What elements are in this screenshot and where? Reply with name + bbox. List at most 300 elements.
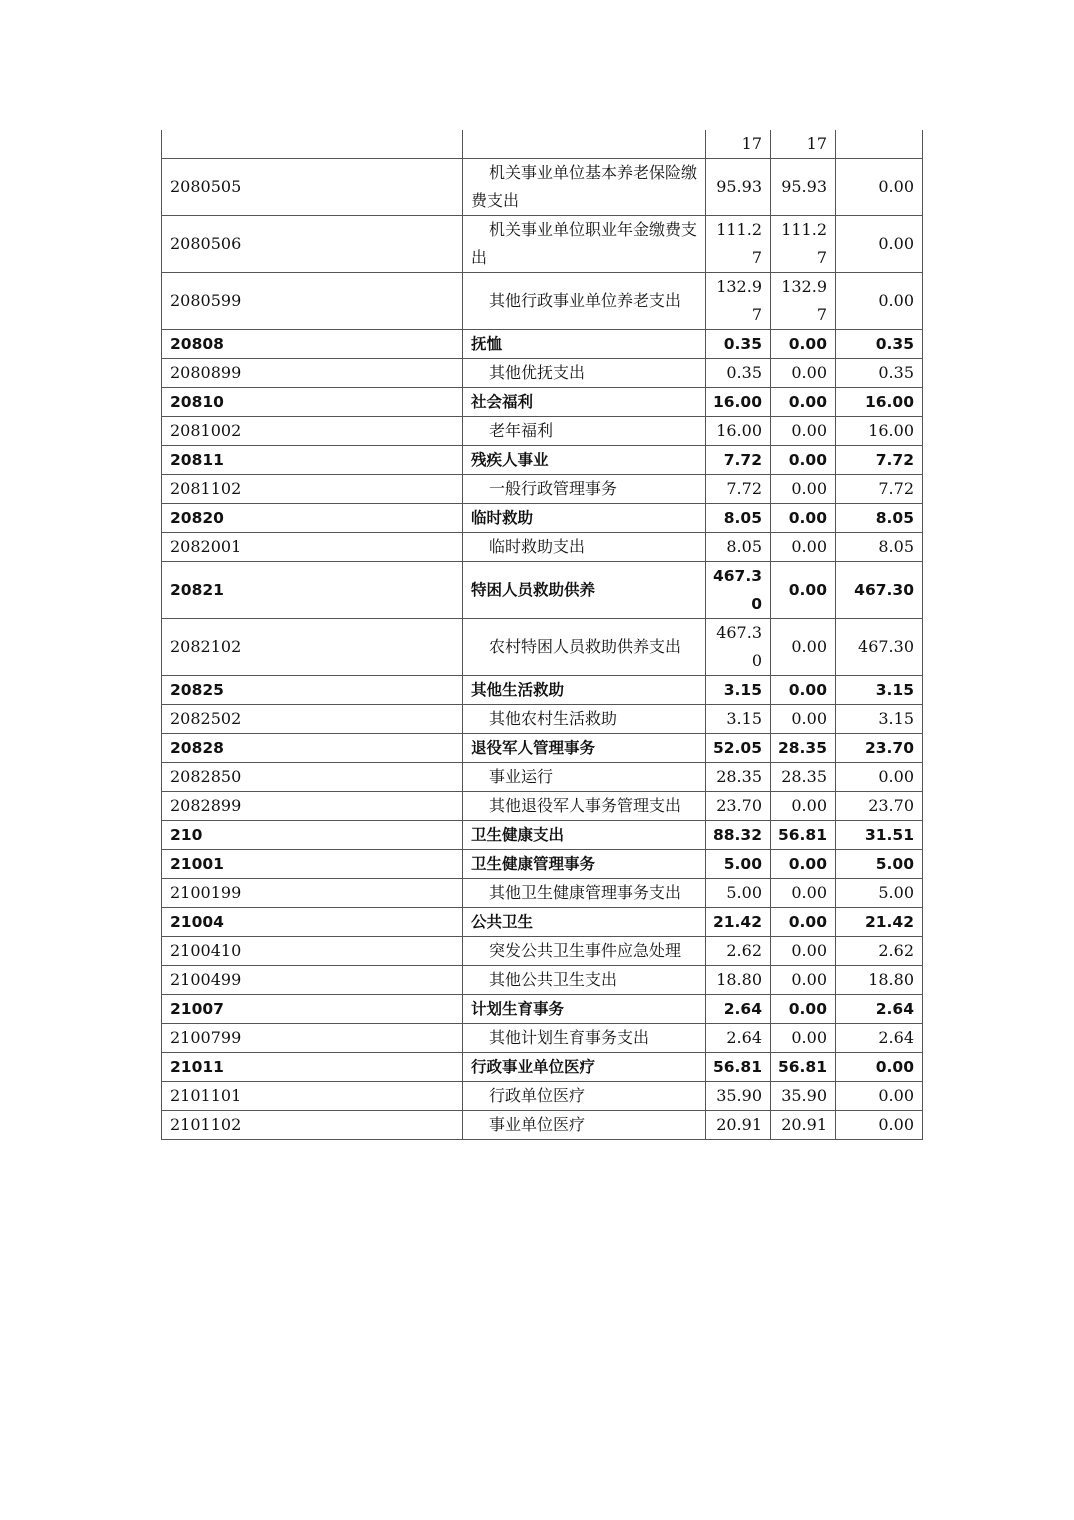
project-cell: [836, 273, 923, 330]
project-cell: [836, 908, 923, 937]
total-cell: [706, 966, 771, 995]
project-cell-text: 2.64: [875, 1000, 914, 1018]
total-cell: [706, 330, 771, 359]
project-cell-text: 0.00: [878, 291, 914, 310]
code-cell: [162, 1024, 463, 1053]
total-cell-text: 3.15: [726, 709, 762, 728]
total-cell: [706, 734, 771, 763]
basic-cell-text: 0.00: [788, 855, 827, 873]
name-cell: [463, 966, 706, 995]
project-cell-text: 3.15: [878, 709, 914, 728]
name-cell-text: 特困人员救助供养: [471, 581, 596, 599]
table-row: [162, 533, 923, 562]
table-row: [162, 676, 923, 705]
code-cell-text: 21007: [170, 1000, 224, 1018]
total-cell: [706, 475, 771, 504]
code-cell-text: 21004: [170, 913, 224, 931]
name-cell: [463, 1111, 706, 1140]
name-cell-text: 突发公共卫生事件应急处理: [489, 941, 682, 960]
table-row: [162, 908, 923, 937]
name-cell: [463, 533, 706, 562]
code-cell-text: 2100199: [170, 883, 242, 902]
project-cell-text: 0.35: [878, 363, 914, 382]
code-cell: [162, 850, 463, 879]
table-row: [162, 763, 923, 792]
table-row: [162, 937, 923, 966]
name-cell-text: 事业单位医疗: [489, 1115, 586, 1134]
basic-cell-text: 0.00: [791, 421, 827, 440]
code-cell: [162, 879, 463, 908]
name-cell: [463, 676, 706, 705]
table-row: [162, 216, 923, 273]
table-row: [162, 562, 923, 619]
total-cell: [706, 417, 771, 446]
basic-cell-text: 132.97: [781, 277, 827, 324]
project-cell: [836, 821, 923, 850]
project-cell-text: 0.00: [878, 234, 914, 253]
code-cell-text: 210: [170, 826, 203, 844]
total-cell-text: 88.32: [712, 826, 762, 844]
basic-cell: [771, 388, 836, 417]
total-cell: [706, 619, 771, 676]
code-cell-text: 2101101: [170, 1086, 242, 1105]
table-row: [162, 130, 923, 159]
project-cell-text: 2.62: [878, 941, 914, 960]
code-cell-text: 2080505: [170, 177, 242, 196]
project-cell: [836, 504, 923, 533]
code-cell: [162, 562, 463, 619]
name-cell-text: 残疾人事业: [471, 451, 549, 469]
name-cell-text: 行政单位医疗: [489, 1086, 586, 1105]
code-cell: [162, 792, 463, 821]
basic-cell: [771, 792, 836, 821]
basic-cell: [771, 1053, 836, 1082]
name-cell-text: 临时救助: [471, 509, 534, 527]
basic-cell-text: 56.81: [777, 826, 827, 844]
basic-cell-text: 17: [806, 134, 827, 153]
name-cell: [463, 504, 706, 533]
code-cell: [162, 130, 463, 159]
code-cell-text: 2100499: [170, 970, 242, 989]
basic-cell: [771, 1082, 836, 1111]
project-cell: [836, 619, 923, 676]
name-cell-text: 其他农村生活救助: [489, 709, 618, 728]
name-cell: [463, 763, 706, 792]
total-cell: [706, 130, 771, 159]
basic-cell-text: 0.00: [791, 709, 827, 728]
basic-cell: [771, 130, 836, 159]
total-cell-text: 8.05: [723, 509, 762, 527]
project-cell-text: 3.15: [875, 681, 914, 699]
project-cell-text: 23.70: [868, 796, 914, 815]
total-cell-text: 23.70: [716, 796, 762, 815]
project-cell: [836, 966, 923, 995]
basic-cell-text: 0.00: [791, 537, 827, 556]
basic-cell-text: 0.00: [791, 637, 827, 656]
name-cell: [463, 734, 706, 763]
code-cell-text: 20808: [170, 335, 224, 353]
name-cell-text: 公共卫生: [471, 913, 534, 931]
basic-cell-text: 0.00: [788, 509, 827, 527]
total-cell-text: 28.35: [716, 767, 762, 786]
total-cell: [706, 792, 771, 821]
name-cell-text: 其他卫生健康管理事务支出: [489, 883, 682, 902]
total-cell: [706, 504, 771, 533]
total-cell-text: 467.30: [716, 623, 762, 670]
name-cell: [463, 359, 706, 388]
total-cell-text: 132.97: [716, 277, 762, 324]
name-cell: [463, 850, 706, 879]
total-cell: [706, 850, 771, 879]
project-cell: [836, 1111, 923, 1140]
total-cell-text: 17: [741, 134, 762, 153]
total-cell-text: 95.93: [716, 177, 762, 196]
name-cell: [463, 216, 706, 273]
table-row: [162, 159, 923, 216]
code-cell: [162, 619, 463, 676]
name-cell-text: 退役军人管理事务: [471, 739, 596, 757]
basic-cell-text: 28.35: [781, 767, 827, 786]
code-cell: [162, 908, 463, 937]
project-cell-text: 0.00: [878, 767, 914, 786]
total-cell: [706, 1111, 771, 1140]
table-row: [162, 446, 923, 475]
project-cell-text: 16.00: [868, 421, 914, 440]
code-cell: [162, 821, 463, 850]
basic-cell-text: 0.00: [791, 941, 827, 960]
basic-cell: [771, 562, 836, 619]
basic-cell: [771, 159, 836, 216]
total-cell-text: 2.64: [726, 1028, 762, 1047]
code-cell-text: 2080599: [170, 291, 242, 310]
project-cell-text: 8.05: [875, 509, 914, 527]
basic-cell-text: 0.00: [791, 479, 827, 498]
project-cell: [836, 330, 923, 359]
basic-cell: [771, 533, 836, 562]
code-cell-text: 2081002: [170, 421, 242, 440]
name-cell-text: 其他行政事业单位养老支出: [489, 291, 682, 310]
name-cell-text: 老年福利: [489, 421, 554, 440]
basic-cell-text: 0.00: [791, 796, 827, 815]
project-cell: [836, 1082, 923, 1111]
budget-table: [161, 130, 923, 1140]
total-cell-text: 52.05: [712, 739, 762, 757]
total-cell: [706, 937, 771, 966]
table-row: [162, 995, 923, 1024]
total-cell: [706, 562, 771, 619]
project-cell-text: 0.00: [878, 177, 914, 196]
project-cell-text: 0.00: [875, 1058, 914, 1076]
total-cell-text: 2.64: [723, 1000, 762, 1018]
code-cell-text: 2100410: [170, 941, 242, 960]
basic-cell: [771, 705, 836, 734]
code-cell-text: 21011: [170, 1058, 224, 1076]
basic-cell: [771, 330, 836, 359]
name-cell: [463, 908, 706, 937]
code-cell-text: 2082850: [170, 767, 242, 786]
basic-cell: [771, 273, 836, 330]
table-row: [162, 734, 923, 763]
name-cell-text: 机关事业单位职业年金缴费支出: [471, 220, 698, 267]
project-cell-text: 23.70: [864, 739, 914, 757]
name-cell: [463, 475, 706, 504]
total-cell-text: 2.62: [726, 941, 762, 960]
basic-cell-text: 0.00: [791, 363, 827, 382]
project-cell-text: 0.00: [878, 1086, 914, 1105]
name-cell: [463, 879, 706, 908]
name-cell: [463, 159, 706, 216]
name-cell: [463, 273, 706, 330]
table-row: [162, 879, 923, 908]
project-cell: [836, 388, 923, 417]
name-cell-text: 社会福利: [471, 393, 534, 411]
total-cell-text: 16.00: [716, 421, 762, 440]
basic-cell: [771, 359, 836, 388]
basic-cell: [771, 850, 836, 879]
project-cell: [836, 676, 923, 705]
code-cell: [162, 734, 463, 763]
table-row: [162, 966, 923, 995]
code-cell-text: 2082102: [170, 637, 242, 656]
total-cell-text: 56.81: [712, 1058, 762, 1076]
total-cell: [706, 1024, 771, 1053]
name-cell: [463, 705, 706, 734]
project-cell: [836, 792, 923, 821]
project-cell: [836, 734, 923, 763]
code-cell-text: 20811: [170, 451, 224, 469]
table-row: [162, 1082, 923, 1111]
project-cell: [836, 216, 923, 273]
code-cell-text: 2080506: [170, 234, 242, 253]
basic-cell: [771, 821, 836, 850]
total-cell: [706, 216, 771, 273]
name-cell-text: 抚恤: [471, 335, 503, 353]
project-cell: [836, 130, 923, 159]
total-cell-text: 7.72: [726, 479, 762, 498]
total-cell-text: 35.90: [716, 1086, 762, 1105]
table-row: [162, 821, 923, 850]
name-cell: [463, 821, 706, 850]
basic-cell-text: 111.27: [781, 220, 827, 267]
project-cell-text: 16.00: [864, 393, 914, 411]
basic-cell-text: 28.35: [777, 739, 827, 757]
name-cell-text: 计划生育事务: [471, 1000, 565, 1018]
total-cell-text: 16.00: [712, 393, 762, 411]
name-cell-text: 其他公共卫生支出: [489, 970, 618, 989]
project-cell: [836, 995, 923, 1024]
name-cell-text: 机关事业单位基本养老保险缴费支出: [471, 163, 698, 210]
code-cell: [162, 763, 463, 792]
table-row: [162, 705, 923, 734]
name-cell-text: 行政事业单位医疗: [471, 1058, 596, 1076]
basic-cell: [771, 763, 836, 792]
code-cell: [162, 1053, 463, 1082]
code-cell-text: 2080899: [170, 363, 242, 382]
basic-cell-text: 0.00: [791, 970, 827, 989]
project-cell: [836, 1053, 923, 1082]
total-cell: [706, 705, 771, 734]
project-cell-text: 0.00: [878, 1115, 914, 1134]
name-cell-text: 一般行政管理事务: [489, 479, 618, 498]
table-row: [162, 1024, 923, 1053]
code-cell: [162, 995, 463, 1024]
basic-cell-text: 0.00: [791, 1028, 827, 1047]
total-cell-text: 5.00: [723, 855, 762, 873]
basic-cell: [771, 504, 836, 533]
project-cell-text: 0.35: [875, 335, 914, 353]
project-cell-text: 31.51: [864, 826, 914, 844]
basic-cell-text: 0.00: [788, 913, 827, 931]
total-cell-text: 8.05: [726, 537, 762, 556]
basic-cell-text: 0.00: [791, 883, 827, 902]
code-cell: [162, 937, 463, 966]
name-cell: [463, 1082, 706, 1111]
code-cell-text: 21001: [170, 855, 224, 873]
name-cell: [463, 388, 706, 417]
project-cell: [836, 159, 923, 216]
code-cell: [162, 676, 463, 705]
name-cell: [463, 995, 706, 1024]
code-cell: [162, 359, 463, 388]
basic-cell: [771, 417, 836, 446]
total-cell: [706, 908, 771, 937]
basic-cell: [771, 619, 836, 676]
project-cell: [836, 850, 923, 879]
table-row: [162, 330, 923, 359]
code-cell-text: 20820: [170, 509, 224, 527]
basic-cell-text: 56.81: [777, 1058, 827, 1076]
project-cell-text: 2.64: [878, 1028, 914, 1047]
project-cell-text: 467.30: [858, 637, 914, 656]
code-cell: [162, 273, 463, 330]
total-cell: [706, 763, 771, 792]
code-cell: [162, 446, 463, 475]
project-cell: [836, 475, 923, 504]
project-cell: [836, 937, 923, 966]
name-cell-text: 其他计划生育事务支出: [489, 1028, 650, 1047]
project-cell-text: 8.05: [878, 537, 914, 556]
project-cell: [836, 1024, 923, 1053]
project-cell: [836, 446, 923, 475]
total-cell: [706, 159, 771, 216]
code-cell: [162, 388, 463, 417]
project-cell: [836, 705, 923, 734]
basic-cell: [771, 879, 836, 908]
table-row: [162, 1053, 923, 1082]
code-cell: [162, 504, 463, 533]
project-cell: [836, 417, 923, 446]
total-cell-text: 5.00: [726, 883, 762, 902]
total-cell-text: 20.91: [716, 1115, 762, 1134]
total-cell-text: 0.35: [726, 363, 762, 382]
name-cell: [463, 562, 706, 619]
total-cell-text: 18.80: [716, 970, 762, 989]
basic-cell-text: 0.00: [788, 451, 827, 469]
code-cell-text: 20825: [170, 681, 224, 699]
project-cell: [836, 879, 923, 908]
name-cell: [463, 446, 706, 475]
basic-cell-text: 35.90: [781, 1086, 827, 1105]
code-cell: [162, 475, 463, 504]
table-row: [162, 619, 923, 676]
code-cell: [162, 216, 463, 273]
project-cell: [836, 562, 923, 619]
basic-cell: [771, 1111, 836, 1140]
code-cell: [162, 533, 463, 562]
project-cell-text: 7.72: [878, 479, 914, 498]
total-cell: [706, 388, 771, 417]
table-row: [162, 475, 923, 504]
name-cell: [463, 619, 706, 676]
project-cell-text: 18.80: [868, 970, 914, 989]
code-cell-text: 20821: [170, 581, 224, 599]
code-cell: [162, 705, 463, 734]
total-cell: [706, 676, 771, 705]
table-row: [162, 850, 923, 879]
name-cell-text: 其他生活救助: [471, 681, 565, 699]
table-row: [162, 792, 923, 821]
total-cell: [706, 1082, 771, 1111]
project-cell: [836, 359, 923, 388]
total-cell: [706, 995, 771, 1024]
basic-cell: [771, 937, 836, 966]
name-cell: [463, 330, 706, 359]
code-cell-text: 2081102: [170, 479, 242, 498]
table-row: [162, 273, 923, 330]
basic-cell-text: 20.91: [781, 1115, 827, 1134]
name-cell: [463, 1024, 706, 1053]
total-cell: [706, 1053, 771, 1082]
basic-cell: [771, 966, 836, 995]
project-cell-text: 467.30: [854, 581, 914, 599]
name-cell-text: 农村特困人员救助供养支出: [489, 637, 682, 656]
basic-cell: [771, 734, 836, 763]
total-cell: [706, 533, 771, 562]
basic-cell: [771, 475, 836, 504]
code-cell-text: 2082502: [170, 709, 242, 728]
code-cell-text: 2082899: [170, 796, 242, 815]
table-row: [162, 1111, 923, 1140]
total-cell-text: 3.15: [723, 681, 762, 699]
table-row: [162, 417, 923, 446]
basic-cell: [771, 216, 836, 273]
total-cell-text: 467.30: [712, 567, 762, 613]
basic-cell-text: 0.00: [788, 681, 827, 699]
table-row: [162, 504, 923, 533]
code-cell-text: 20828: [170, 739, 224, 757]
basic-cell: [771, 995, 836, 1024]
name-cell-text: 卫生健康管理事务: [471, 855, 596, 873]
project-cell: [836, 763, 923, 792]
project-cell-text: 21.42: [864, 913, 914, 931]
name-cell: [463, 1053, 706, 1082]
total-cell-text: 7.72: [723, 451, 762, 469]
code-cell-text: 2100799: [170, 1028, 242, 1047]
name-cell: [463, 130, 706, 159]
name-cell-text: 临时救助支出: [489, 537, 586, 556]
code-cell-text: 2082001: [170, 537, 242, 556]
basic-cell-text: 0.00: [788, 393, 827, 411]
basic-cell-text: 0.00: [788, 581, 827, 599]
code-cell: [162, 417, 463, 446]
basic-cell: [771, 676, 836, 705]
code-cell-text: 2101102: [170, 1115, 242, 1134]
name-cell-text: 卫生健康支出: [471, 826, 565, 844]
code-cell: [162, 330, 463, 359]
basic-cell: [771, 446, 836, 475]
project-cell: [836, 533, 923, 562]
basic-cell: [771, 908, 836, 937]
